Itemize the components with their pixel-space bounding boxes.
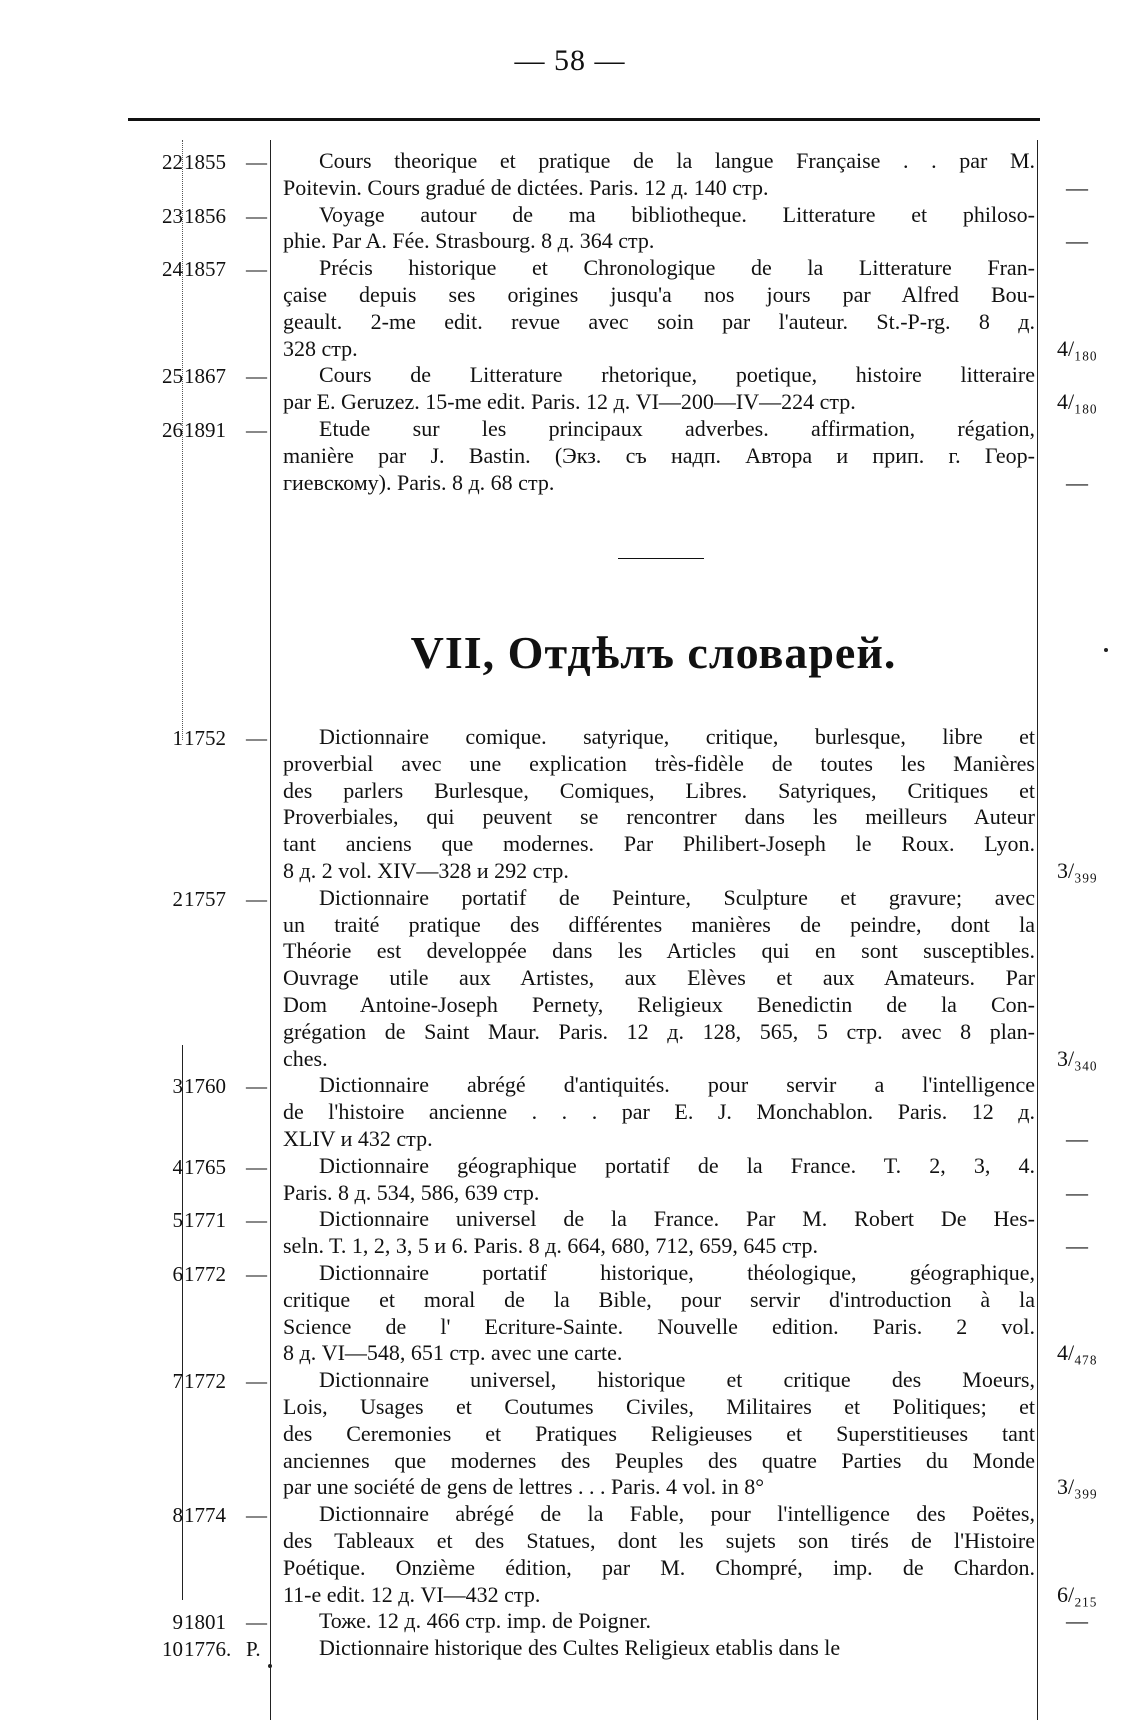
entry-line: Théorie est developpée dans les Articles qui en sont susceptibles. xyxy=(283,938,1035,964)
entry-line: phie. Par A. Fée. Strasbourg. 8 д. 364 стр. xyxy=(283,228,655,254)
entry-year: 1776. xyxy=(184,1637,232,1662)
entry-year: 1772 xyxy=(184,1369,226,1394)
entry-text xyxy=(283,1153,1035,1207)
entry-price: — xyxy=(1066,1233,1088,1259)
entry-text xyxy=(283,1206,1035,1260)
entry-dash: — xyxy=(246,1610,267,1635)
entry-line: par une société de gens de lettres . . . Paris. 4 vol. in 8° xyxy=(283,1474,765,1500)
column-divider-left xyxy=(270,140,271,1720)
entry-year: 1752 xyxy=(184,726,226,750)
entry-number: 6 xyxy=(172,1262,183,1286)
entry-line: tant anciens que modernes. Par Philibert-Joseph le Roux. Lyon. xyxy=(283,831,1035,857)
entry-text xyxy=(283,255,1035,362)
entry-line: Dictionnaire abrégé d'antiquités. pour servir a l'intelligence xyxy=(319,1072,1035,1098)
entry-year: 1774 xyxy=(184,1503,226,1528)
entry-line: Cours theorique et pratique de la langue Française . . par M. xyxy=(319,148,1035,173)
margin-dot xyxy=(268,1664,272,1668)
entry-year: 1891 xyxy=(184,418,226,442)
entry-text xyxy=(283,202,1035,256)
entry-year: 1857 xyxy=(184,257,226,282)
entry-dash: P. xyxy=(246,1637,261,1662)
entry-year: 1855 xyxy=(184,150,226,174)
entry-price: 3/₃₄₀ xyxy=(1056,1045,1098,1071)
entry-price: — xyxy=(1066,228,1088,254)
entry-number: 8 xyxy=(172,1503,183,1528)
entry-line: par E. Geruzez. 15-me edit. Paris. 12 д. VI—200—IV—224 стр. xyxy=(283,389,856,415)
entry-number: 25 xyxy=(162,364,183,389)
entry-dash: — xyxy=(246,150,267,174)
entry-number: 23 xyxy=(162,203,183,228)
entry-line: Poitevin. Cours gradué de dictées. Paris. 12 д. 140 стр. xyxy=(283,174,769,200)
entry-text xyxy=(283,362,1035,416)
entry-line: 8 д. VI—548, 651 стр. avec une carte. xyxy=(283,1340,623,1366)
entry-number: 7 xyxy=(172,1369,183,1394)
entry-dash: — xyxy=(246,1154,267,1179)
entry-price: 4/₁₈₀ xyxy=(1056,389,1098,415)
entry-line: Dictionnaire universel de la France. Par M. Robert De Hes- xyxy=(319,1206,1035,1232)
entry-price: — xyxy=(1066,469,1088,495)
entry-dash: — xyxy=(246,1074,267,1099)
entry-line: Тоже. 12 д. 466 стр. imp. de Poigner. xyxy=(319,1608,651,1634)
entry-line: гиевскому). Paris. 8 д. 68 стр. xyxy=(283,469,555,495)
column-divider-right xyxy=(1037,140,1038,1720)
entry-dash: — xyxy=(246,1503,267,1528)
entry-line: Dictionnaire géographique portatif de la France. T. 2, 3, 4. xyxy=(319,1152,1035,1178)
entry-year: 1760 xyxy=(184,1074,226,1099)
entry-line: XLIV и 432 стр. xyxy=(283,1125,433,1151)
margin-dot xyxy=(1104,648,1108,652)
entry-year: 1772 xyxy=(184,1262,226,1286)
entry-line: Cours de Litterature rhetorique, poetique, histoire litteraire xyxy=(319,362,1035,388)
entry-dash: — xyxy=(246,1262,267,1286)
entry-line: Lois, Usages et Coutumes Civiles, Militaires et Politiques; et xyxy=(283,1393,1035,1419)
entry-line: Ouvrage utile aux Artistes, aux Elèves et aux Amateurs. Par xyxy=(283,965,1035,991)
entry-line: ches. xyxy=(283,1045,328,1071)
entry-price: — xyxy=(1066,1125,1088,1151)
entry-line: 8 д. 2 vol. XIV—328 и 292 стр. xyxy=(283,857,569,883)
top-rule xyxy=(128,118,1040,121)
entry-text xyxy=(283,1072,1035,1152)
entry-dash: — xyxy=(246,886,267,911)
entry-line: Dictionnaire portatif historique, théologique, géographique, xyxy=(319,1260,1035,1285)
entry-price: 3/₃₉₉ xyxy=(1056,858,1098,883)
entry-price: 4/₄₇₈ xyxy=(1056,1340,1098,1366)
entry-line: geault. 2-me edit. revue avec soin par l'auteur. St.-P-rg. 8 д. xyxy=(283,308,1035,334)
entry-number: 4 xyxy=(172,1154,183,1179)
entry-number: 2 xyxy=(172,886,183,911)
entry-year: 1771 xyxy=(184,1208,226,1233)
entry-line: 11-e edit. 12 д. VI—432 стр. xyxy=(283,1581,541,1607)
entry-line: de l'histoire ancienne . . . par E. J. Monchablon. Paris. 12 д. xyxy=(283,1099,1035,1125)
entry-year: 1867 xyxy=(184,364,226,389)
entry-year: 1856 xyxy=(184,203,226,228)
entry-number: 22 xyxy=(162,150,183,174)
entry-number: 5 xyxy=(172,1208,183,1233)
entry-line: des parlers Burlesque, Comiques, Libres. Satyriques, Critiques et xyxy=(283,777,1035,803)
entry-line: çaise depuis ses origines jusqu'a nos jours par Alfred Bou- xyxy=(283,281,1035,307)
entry-text xyxy=(283,885,1035,1073)
entry-price: — xyxy=(1066,1179,1088,1205)
entry-line: anciennes que modernes des Peuples des quatre Parties du Monde xyxy=(283,1447,1035,1473)
entry-price: — xyxy=(1066,1608,1088,1634)
section-title: VII, Отдѣлъ словарей. xyxy=(410,627,897,678)
entry-number: 1 xyxy=(172,726,183,750)
entry-text xyxy=(283,148,1035,202)
entry-line: critique et moral de la Bible, pour servir d'introduction à la xyxy=(283,1286,1035,1312)
entry-line: grégation de Saint Maur. Paris. 12 д. 128, 565, 5 стр. avec 8 plan- xyxy=(283,1018,1035,1044)
entry-line: Etude sur les principaux adverbes. affirmation, régation, xyxy=(319,416,1035,441)
entry-line: des Tableaux et des Statues, dont les sujets son tirés de l'Histoire xyxy=(283,1527,1035,1553)
section-separator xyxy=(618,558,704,559)
entry-price: 6/₂₁₅ xyxy=(1056,1581,1098,1607)
entry-text xyxy=(283,1608,1035,1635)
entry-dash: — xyxy=(246,203,267,228)
entry-line: Dom Antoine-Joseph Pernety, Religieux Benedictin de la Con- xyxy=(283,991,1035,1017)
entry-line: manière par J. Bastin. (Экз. съ надп. Автора и прип. г. Геор- xyxy=(283,442,1035,468)
entry-line: Poétique. Onzième édition, par M. Chompré, imp. de Chardon. xyxy=(283,1554,1035,1580)
entry-line: Dictionnaire historique des Cultes Religieux etablis dans le xyxy=(319,1635,841,1661)
entry-text xyxy=(283,1260,1035,1367)
entry-number: 3 xyxy=(172,1074,183,1099)
entry-line: 328 стр. xyxy=(283,335,358,361)
entry-line: Dictionnaire portatif de Peinture, Sculpture et gravure; avec xyxy=(319,884,1035,910)
entry-line: des Ceremonies et Pratiques Religieuses et Superstitieuses tant xyxy=(283,1420,1035,1446)
entry-price: 3/₃₉₉ xyxy=(1056,1474,1098,1500)
entry-text xyxy=(283,1501,1035,1608)
entry-line: Précis historique et Chronologique de la Litterature Fran- xyxy=(319,255,1035,281)
entry-text xyxy=(283,724,1035,885)
entry-year: 1765 xyxy=(184,1154,226,1179)
entry-line: Paris. 8 д. 534, 586, 639 стр. xyxy=(283,1179,540,1205)
entry-dash: — xyxy=(246,418,267,442)
entry-dash: — xyxy=(246,726,267,750)
entry-number: 24 xyxy=(162,257,183,282)
entry-dash: — xyxy=(246,1369,267,1394)
entry-text xyxy=(283,1367,1035,1501)
entry-year: 1801 xyxy=(184,1610,226,1635)
entry-line: Dictionnaire abrégé de la Fable, pour l'intelligence des Poëtes, xyxy=(319,1501,1035,1527)
page-number: — 58 — xyxy=(514,44,626,77)
entry-line: seln. T. 1, 2, 3, 5 и 6. Paris. 8 д. 664, 680, 712, 659, 645 стр. xyxy=(283,1233,818,1259)
entry-year: 1757 xyxy=(184,886,226,911)
entry-line: Science de l' Ecriture-Sainte. Nouvelle edition. Paris. 2 vol. xyxy=(283,1313,1035,1339)
entry-text xyxy=(283,1635,1035,1662)
entry-number: 9 xyxy=(172,1610,183,1635)
entry-price: 4/₁₈₀ xyxy=(1056,335,1098,361)
entry-text xyxy=(283,416,1035,496)
entry-price: — xyxy=(1066,174,1088,200)
entry-dash: — xyxy=(246,364,267,389)
entry-line: Dictionnaire universel, historique et critique des Moeurs, xyxy=(319,1367,1035,1393)
entry-line: un traité pratique des différentes manières de peindre, dont la xyxy=(283,911,1035,937)
entry-line: proverbial avec une explication très-fidèle de toutes les Manières xyxy=(283,750,1035,776)
entry-line: Dictionnaire comique. satyrique, critique, burlesque, libre et xyxy=(319,724,1035,749)
entry-line: Proverbiales, qui peuvent se rencontrer dans les meilleurs Auteur xyxy=(283,804,1035,830)
entry-line: Voyage autour de ma bibliotheque. Litterature et philoso- xyxy=(319,201,1035,227)
entry-number: 10 xyxy=(162,1637,183,1662)
entry-dash: — xyxy=(246,1208,267,1233)
entry-number: 26 xyxy=(162,418,183,442)
entry-dash: — xyxy=(246,257,267,282)
